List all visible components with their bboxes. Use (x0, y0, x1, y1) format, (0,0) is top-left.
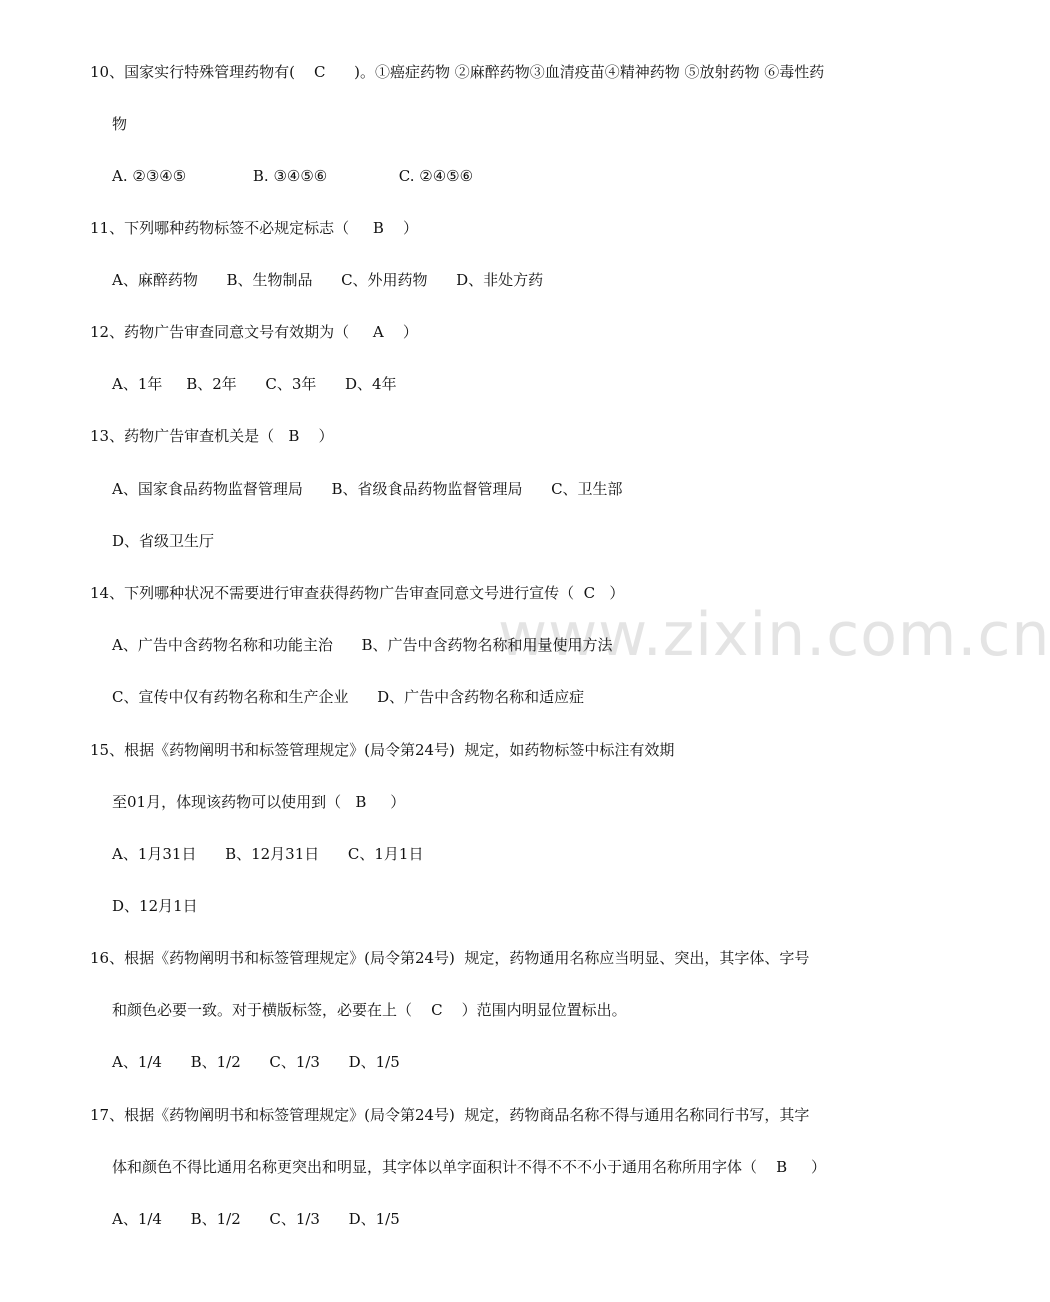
question-10-options: A. ②③④⑤ B. ③④⑤⑥ C. ②④⑤⑥ (112, 167, 474, 185)
question-12-text: 12、药物广告审查同意文号有效期为（ A ） (90, 323, 418, 341)
question-16-options: A、1/4 B、1/2 C、1/3 D、1/5 (112, 1053, 400, 1071)
question-15-text-cont: 至01月，体现该药物可以使用到（ B ） (112, 793, 406, 811)
question-10-text: 10、国家实行特殊管理药物有( C )。①癌症药物 ②麻醉药物③血清疫苗④精神药物 ⑤放射药物 ⑥毒性药 (90, 63, 825, 81)
question-15-text: 15、根据《药物阐明书和标签管理规定》(局令第24号) 规定，如药物标签中标注有效期 (90, 741, 675, 759)
question-13-options-cont: D、省级卫生厅 (112, 532, 215, 550)
question-17-options: A、1/4 B、1/2 C、1/3 D、1/5 (112, 1210, 400, 1228)
question-14-options-ab: A、广告中含药物名称和功能主治 B、广告中含药物名称和用量使用方法 (112, 636, 613, 654)
question-13-text: 13、药物广告审查机关是（ B ） (90, 427, 334, 445)
question-15-options-cont: D、12月1日 (112, 897, 198, 915)
question-16-text: 16、根据《药物阐明书和标签管理规定》(局令第24号) 规定，药物通用名称应当明显、突出，其字体、字号 (90, 949, 810, 967)
question-12-options: A、1年 B、2年 C、3年 D、4年 (112, 375, 397, 393)
question-11-options: A、麻醉药物 B、生物制品 C、外用药物 D、非处方药 (112, 271, 544, 289)
question-17-text: 17、根据《药物阐明书和标签管理规定》(局令第24号) 规定，药物商品名称不得与通用名称同行书写，其字 (90, 1106, 810, 1124)
question-16-text-cont: 和颜色必要一致。对于横版标签，必要在上（ C ）范围内明显位置标出。 (112, 1001, 627, 1019)
question-13-options: A、国家食品药物监督管理局 B、省级食品药物监督管理局 C、卫生部 (112, 480, 623, 498)
question-11-text: 11、下列哪种药物标签不必规定标志（ B ） (90, 219, 419, 237)
question-14-text: 14、下列哪种状况不需要进行审查获得药物广告审查同意文号进行宣传（ C ） (90, 584, 625, 602)
watermark: www.zixin.com.cn (498, 600, 1050, 670)
question-10-text-cont: 物 (112, 115, 128, 133)
question-17-text-cont: 体和颜色不得比通用名称更突出和明显，其字体以单字面积计不得不不不小于通用名称所用字体（ B ） (112, 1158, 826, 1176)
question-15-options: A、1月31日 B、12月31日 C、1月1日 (112, 845, 424, 863)
question-14-options-cd: C、宣传中仅有药物名称和生产企业 D、广告中含药物名称和适应症 (112, 688, 585, 706)
